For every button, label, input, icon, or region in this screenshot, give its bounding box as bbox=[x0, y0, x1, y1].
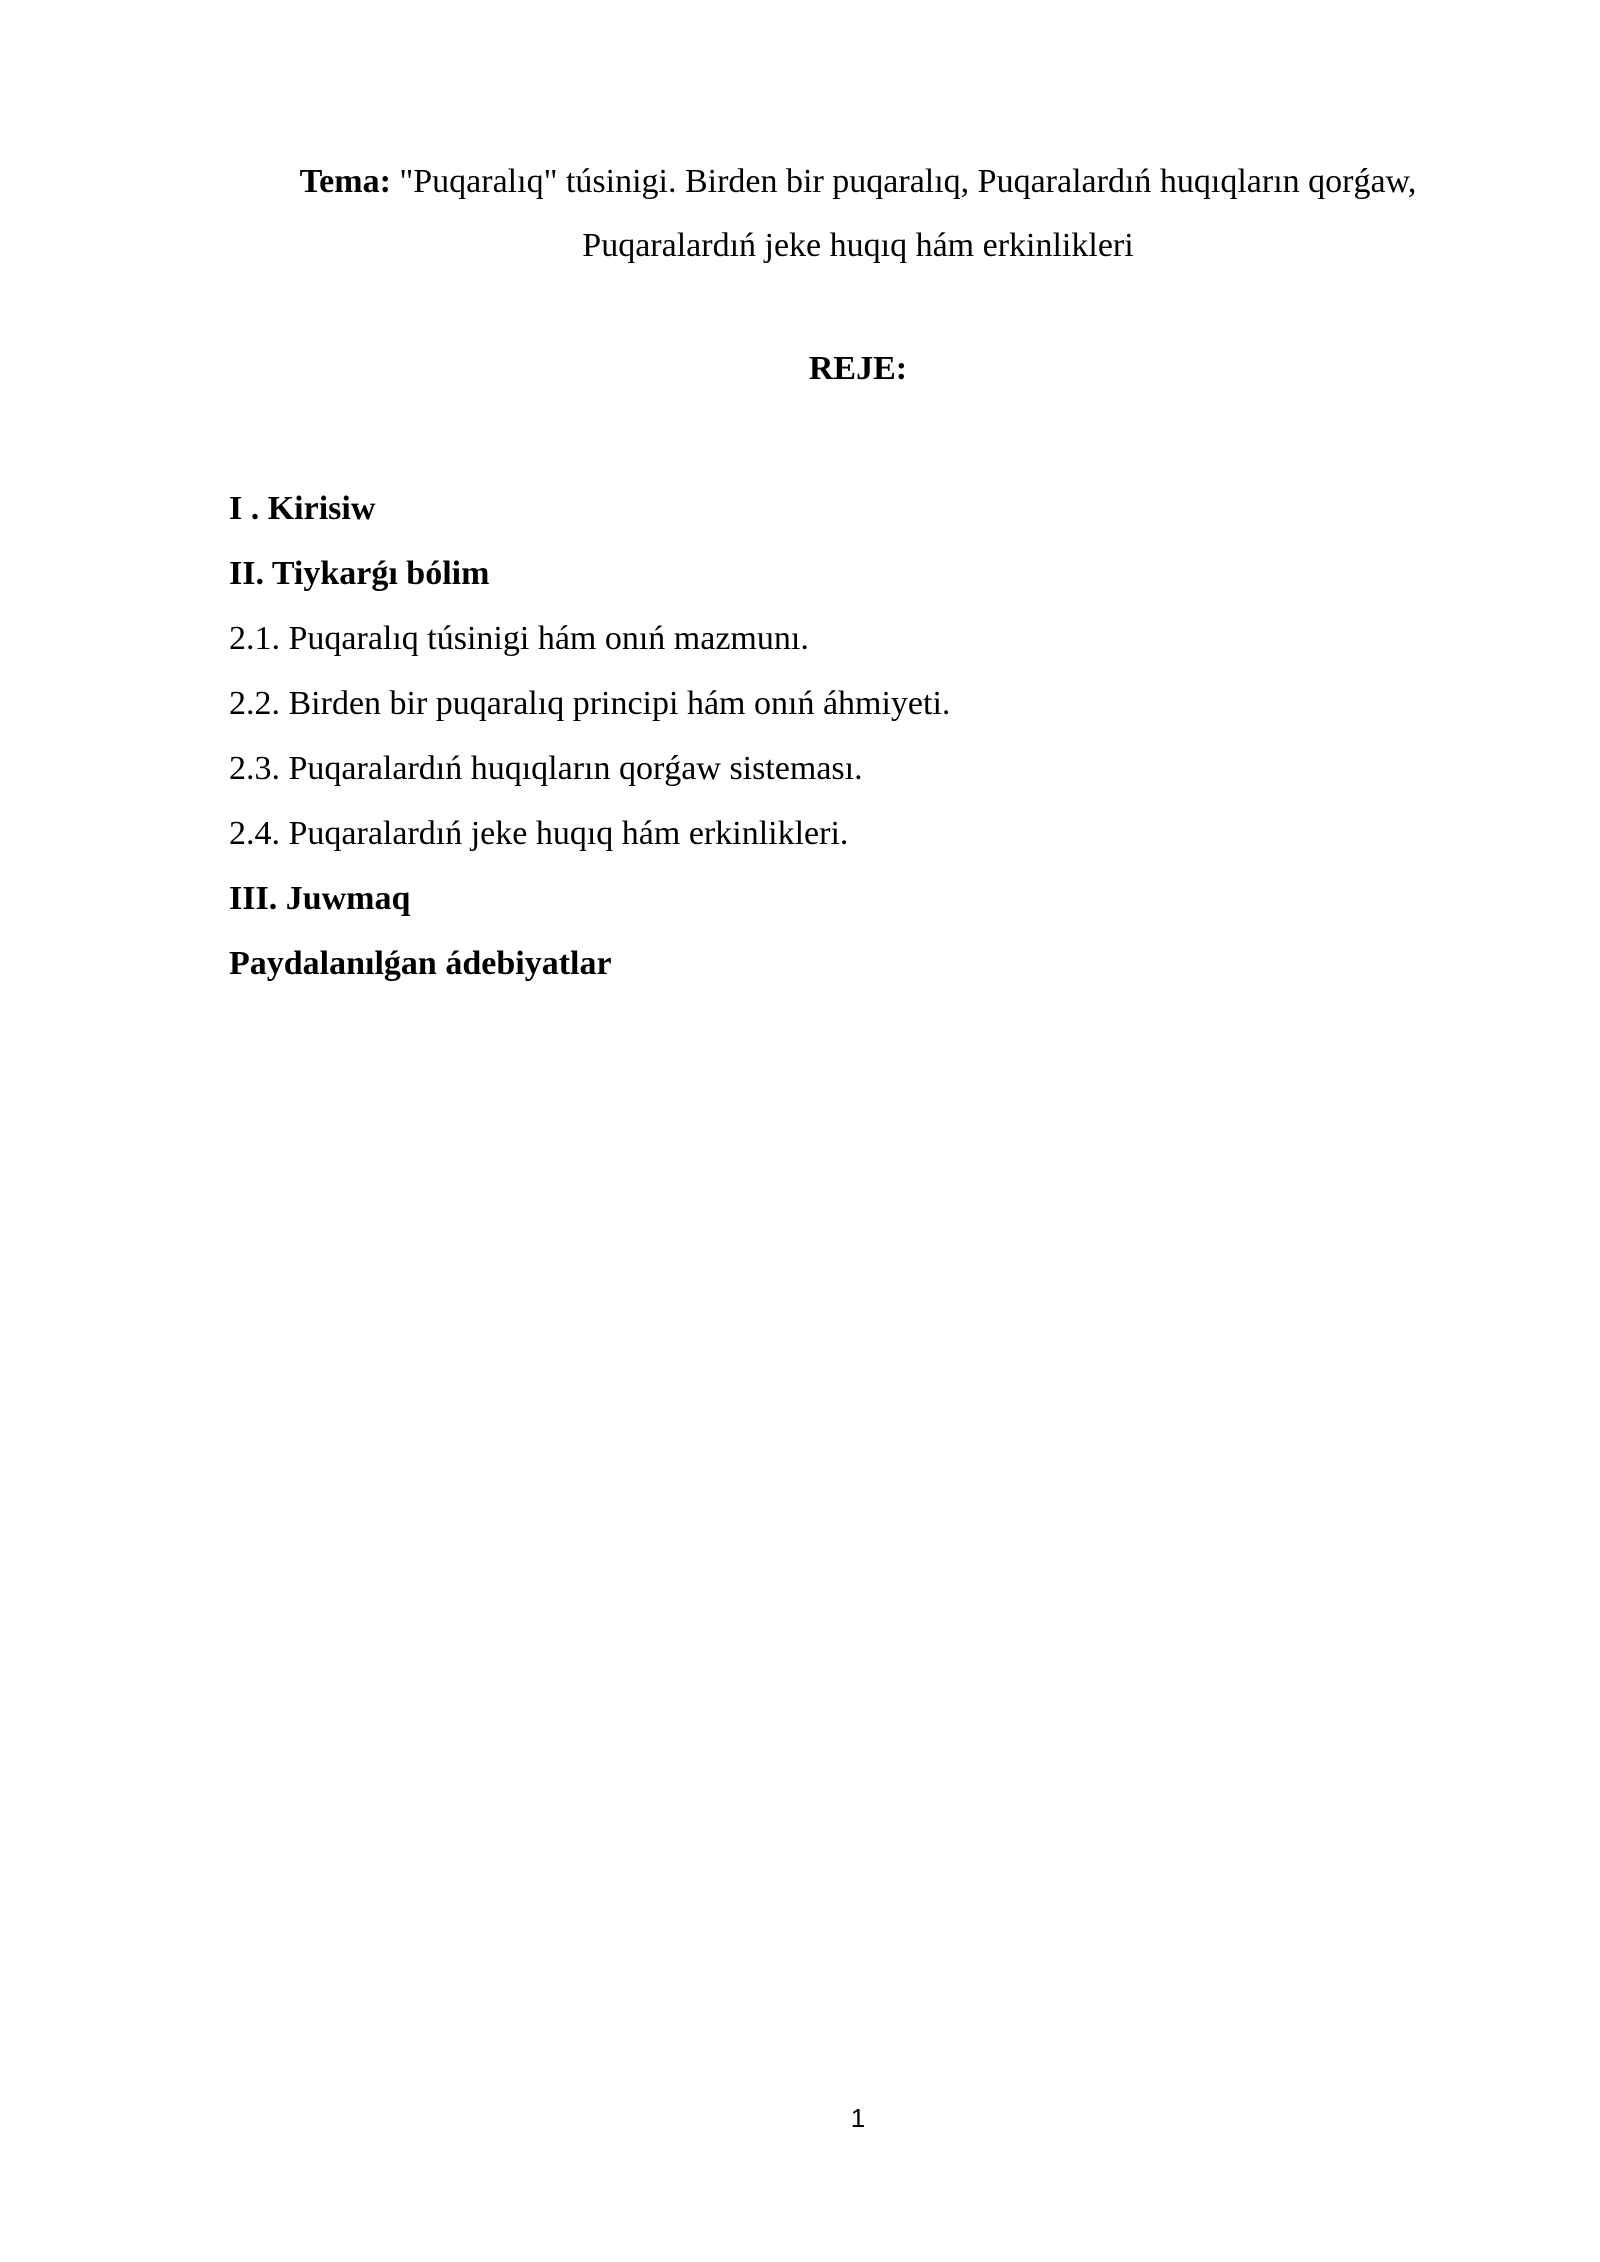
toc-item-conclusion: III. Juwmaq bbox=[229, 880, 411, 917]
title-line-2: Puqaralardıń jeke huqıq hám erkinlikleri bbox=[582, 227, 1134, 264]
toc-item-2-1: 2.1. Puqaralıq túsinigi hám onıń mazmunı. bbox=[229, 620, 809, 657]
page-number: 1 bbox=[850, 2103, 866, 2133]
table-of-contents bbox=[229, 476, 950, 996]
toc-item-2-2: 2.2. Birden bir puqaralıq principi hám onıń áhmiyeti. bbox=[229, 685, 951, 722]
document-title bbox=[228, 150, 1488, 278]
title-line-1 bbox=[228, 150, 1488, 214]
toc-item-introduction: I . Kirisiw bbox=[229, 490, 376, 527]
title-text: "Puqaralıq" túsinigi. Birden bir puqaralıq, Puqaralardıń huqıqların qorǵaw, bbox=[390, 163, 1417, 200]
toc-item-references: Paydalanılǵan ádebiyatlar bbox=[229, 945, 612, 982]
toc-item-main-part: II. Tiykarǵı bólim bbox=[229, 555, 490, 592]
plan-heading: REJE: bbox=[808, 350, 908, 387]
toc-item-2-3: 2.3. Puqaralardıń huqıqların qorǵaw sisteması. bbox=[229, 750, 863, 787]
toc-item-2-4: 2.4. Puqaralardıń jeke huqıq hám erkinlikleri. bbox=[229, 815, 849, 852]
title-label: Tema: bbox=[299, 163, 391, 200]
